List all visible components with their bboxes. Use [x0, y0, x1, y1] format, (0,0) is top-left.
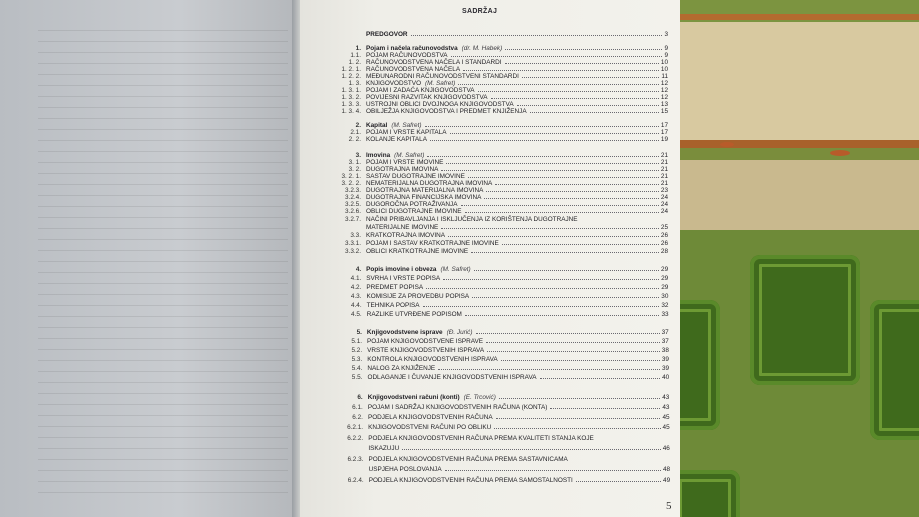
toc-entry-page: 33 — [661, 311, 669, 318]
toc-leader-dots — [461, 205, 659, 206]
toc-leader-dots — [495, 184, 659, 185]
toc-entry-page: 25 — [660, 224, 668, 231]
tablecloth-background — [680, 0, 919, 517]
toc-leader-dots — [499, 398, 660, 399]
toc-entry-page: 10 — [660, 59, 668, 66]
toc-leader-dots — [402, 449, 661, 450]
toc-entry-page: 37 — [661, 338, 669, 345]
toc-entry — [327, 455, 670, 464]
toc-leader-dots — [522, 77, 659, 78]
toc-entry — [326, 364, 669, 373]
toc-leader-dots — [423, 306, 660, 307]
toc-entry-number: 1. 3. 1. — [341, 87, 361, 94]
toc-leader-dots — [430, 140, 659, 141]
toc-entry — [327, 403, 670, 412]
toc-entry-number: 1.1. — [350, 52, 361, 59]
toc-entry-page: 9 — [664, 45, 668, 52]
toc-leader-dots — [505, 49, 662, 50]
toc-entry-number: 3.2.3. — [345, 187, 361, 194]
toc-entry — [325, 107, 668, 116]
toc-entry-page: 29 — [661, 284, 669, 291]
toc-entry-title: KONTROLA KNJIGOVODSTVENIH ISPRAVA — [367, 356, 498, 363]
toc-entry-title: DUGOTRAJNA MATERIJALNA IMOVINA — [366, 187, 484, 194]
toc-entry-number: 5. — [356, 329, 362, 336]
toc-entry-title: TEHNIKA POPISA — [366, 302, 420, 309]
toc-entry — [325, 274, 668, 283]
toc-entry-title: POVIJESNI RAZVITAK KNJIGOVODSTVA — [366, 94, 488, 101]
toc-entry-title: PODJELA KNJIGOVODSTVENIH RAČUNA PREMA SAMOSTALNOSTI — [368, 477, 573, 484]
toc-leader-dots — [491, 98, 659, 99]
toc-leader-dots — [426, 288, 659, 289]
toc-entry-number: 5.2. — [351, 347, 363, 354]
toc-entry-title: POJAM KNJIGOVODSTVENE ISPRAVE — [367, 338, 484, 345]
toc-leader-dots — [443, 279, 659, 280]
toc-entry-title: POJAM I VRSTE IMOVINE — [366, 159, 444, 166]
toc-entry-number: 3.2.6. — [345, 208, 361, 215]
toc-entry-page: 43 — [662, 404, 670, 411]
toc-entry-title: VRSTE KNJIGOVODSTVENIH ISPRAVA — [367, 347, 485, 354]
toc-entry-title: USPJEHA POSLOVANJA — [368, 466, 442, 473]
toc-entry-number: 4.3. — [350, 293, 362, 300]
toc-entry-title: PODJELA KNJIGOVODSTVENIH RAČUNA — [367, 414, 493, 421]
toc-leader-dots — [472, 297, 659, 298]
toc-entry — [325, 247, 668, 256]
toc-leader-dots — [486, 191, 658, 192]
toc-entry-page: 21 — [660, 173, 668, 180]
toc-entry-title: POJAM I SASTAV KRATKOTRAJNE IMOVINE — [366, 240, 499, 247]
toc-leader-dots — [576, 481, 661, 482]
toc-leader-dots — [530, 112, 659, 113]
toc-entry-title: PREDGOVOR — [366, 31, 408, 38]
left-page — [0, 0, 300, 517]
toc-entry-page: 13 — [660, 101, 668, 108]
toc-entry-page: 12 — [660, 94, 668, 101]
toc-entry — [325, 283, 668, 292]
toc-entry-author: (E. Trcović) — [463, 394, 496, 401]
toc-entry — [327, 434, 670, 443]
toc-entry-number: 2. 2. — [348, 136, 361, 143]
toc-entry — [326, 301, 669, 310]
toc-entry-title: SVRHA I VRSTE POPISA — [366, 275, 441, 282]
toc-entry — [326, 292, 669, 301]
toc-entry-number: 3.3.2. — [345, 248, 361, 255]
toc-entry — [325, 265, 668, 274]
toc-entry-page: 30 — [661, 293, 669, 300]
toc-entry-title: NAČINI PRIBAVLJANJA I ISKLJUČENJA IZ KORIŠTENJA DUGOTRAJNE — [366, 216, 578, 223]
toc-entry-number: 5.4. — [351, 365, 363, 372]
toc-leader-dots — [468, 177, 659, 178]
toc-entry-number: 4.1. — [350, 275, 362, 282]
toc-entry — [328, 465, 670, 474]
toc-entry-title: RAZLIKE UTVRĐENE POPISOM — [366, 311, 462, 318]
toc-entry-number: 3.2.5. — [345, 201, 361, 208]
toc-entry-number: 6.2. — [352, 414, 363, 421]
toc-entry-title: PODJELA KNJIGOVODSTVENIH RAČUNA PREMA SASTAVNICAMA — [368, 456, 568, 463]
toc-entry-title: PREDMET POPISA — [366, 284, 424, 291]
toc-entry-title: KOMISIJE ZA PROVEDBU POPISA — [366, 293, 470, 300]
toc-entry-page: 46 — [662, 445, 670, 452]
toc-entry-author: (M. Safret) — [394, 152, 425, 159]
toc-entry — [326, 346, 669, 355]
toc-entry-number: 6.1. — [352, 404, 363, 411]
toc-entry-title: Imovina — [366, 152, 391, 159]
toc-entry-title: DUGOROČNA POTRAŽIVANJA — [366, 201, 458, 208]
toc-entry-author: (M. Safret) — [425, 80, 456, 87]
toc-entry-page: 29 — [661, 266, 669, 273]
toc-entry-title: KRATKOTRAJNA IMOVINA — [366, 232, 446, 239]
toc-entry-title: Knjigovodstvene isprave — [366, 329, 443, 336]
toc-entry — [326, 337, 669, 346]
toc-entry-number: 6.2.4. — [347, 477, 364, 484]
toc-entry-page: 12 — [660, 80, 668, 87]
toc-leader-dots — [465, 315, 660, 316]
toc-entry-number: 6.2.3. — [347, 456, 364, 463]
toc-entry-title: RAČUNOVODSTVENA NAČELA I STANDARDI — [366, 59, 502, 66]
toc-leader-dots — [438, 369, 660, 370]
toc-entry — [325, 30, 668, 39]
toc-entry-number: 1. 2. 2. — [341, 73, 361, 80]
toc-entry-page: 28 — [660, 248, 668, 255]
toc-entry-page: 37 — [661, 329, 669, 336]
toc-entry-title: USTROJNI OBLICI DVOJNOGA KNJIGOVODSTVA — [366, 101, 514, 108]
toc-leader-dots — [494, 428, 660, 429]
toc-entry-number: 5.5. — [351, 374, 363, 381]
toc-leader-dots — [463, 70, 659, 71]
toc-leader-dots — [474, 270, 659, 271]
toc-leader-dots — [458, 84, 659, 85]
toc-entry-page: 45 — [662, 414, 670, 421]
toc-leader-dots — [487, 351, 660, 352]
toc-entry-number: 2.1. — [350, 129, 361, 136]
toc-entry-number: 5.3. — [351, 356, 363, 363]
toc-entry-author: (dr. M. Habek) — [461, 45, 503, 52]
toc-entry-number: 3. 2. 2. — [341, 180, 361, 187]
toc-entry-title: RAČUNOVODSTVENA NAČELA — [366, 66, 461, 73]
toc-leader-dots — [550, 408, 660, 409]
toc-entry-page: 49 — [663, 477, 671, 484]
toc-entry-author: (M. Safret) — [391, 122, 422, 129]
toc-entry-number: 3.2.7. — [345, 216, 361, 223]
toc-entry-number: 1. 3. 3. — [341, 101, 361, 108]
toc-entry-number: 3. — [355, 152, 361, 159]
toc-entry-title: SASTAV DUGOTRAJNE IMOVINE — [366, 173, 465, 180]
toc-entry-page: 19 — [660, 136, 668, 143]
toc-entry-number: 6. — [357, 394, 363, 401]
toc-entry-page: 24 — [660, 194, 668, 201]
toc-entry-title: Popis imovine i obveza — [366, 266, 437, 273]
toc-entry-number: 3. 2. — [348, 166, 361, 173]
toc-entry-title: Knjigovodstveni računi (konti) — [367, 394, 460, 401]
toc-entry-title: ODLAGANJE I ČUVANJE KNJIGOVODSTVENIH ISPRAVA — [367, 374, 537, 381]
toc-entry — [326, 328, 669, 337]
toc-leader-dots — [411, 35, 663, 36]
toc-leader-dots — [446, 163, 658, 164]
toc-entry-number: 1. 3. 4. — [341, 108, 361, 115]
toc-leader-dots — [451, 56, 663, 57]
toc-entry-page: 38 — [661, 347, 669, 354]
toc-entry-page: 23 — [660, 187, 668, 194]
toc-entry-number: 4.4. — [350, 302, 362, 309]
toc-entry — [326, 310, 669, 319]
toc-heading: SADRŽAJ — [462, 8, 498, 15]
toc-entry-page: 40 — [662, 374, 670, 381]
toc-entry-title: MATERIJALNE IMOVINE — [366, 224, 439, 231]
toc-entry-page: 21 — [660, 152, 668, 159]
toc-entry-number: 4.5. — [351, 311, 362, 318]
toc-entry-page: 26 — [660, 232, 668, 239]
toc-entry-page: 32 — [661, 302, 669, 309]
toc-entry-number: 4.2. — [350, 284, 362, 291]
toc-leader-dots — [505, 63, 659, 64]
toc-entry-title: Pojam i načela računovodstva — [366, 45, 458, 52]
toc-leader-dots — [517, 105, 659, 106]
toc-entry-page: 21 — [660, 159, 668, 166]
toc-entry-title: DUGOTRAJNA IMOVINA — [366, 166, 439, 173]
toc-leader-dots — [501, 360, 660, 361]
toc-entry-title: PODJELA KNJIGOVODSTVENIH RAČUNA PREMA KVALITETI STANJA KOJE — [368, 435, 594, 442]
toc-entry-title: NALOG ZA KNJIŽENJE — [367, 365, 436, 372]
toc-entry-page: 24 — [660, 208, 668, 215]
toc-leader-dots — [465, 212, 659, 213]
toc-entry-title: POJAM I ZADAĆA KNJIGOVODSTVA — [366, 87, 475, 94]
toc-entry-number: 1. 3. 2. — [341, 94, 361, 101]
toc-entry-title: KNJIGOVODSTVENI RAČUNI PO OBLIKU — [368, 424, 492, 431]
toc-entry-number: 3.2.4. — [345, 194, 361, 201]
toc-entry-author: (M. Safret) — [440, 266, 471, 273]
toc-entry-page: 24 — [660, 201, 668, 208]
toc-leader-dots — [441, 228, 659, 229]
toc-entry-number: 1. 2. 1. — [341, 66, 361, 73]
toc-entry-page: 12 — [660, 87, 668, 94]
toc-entry-page: 21 — [660, 180, 668, 187]
toc-entry-page: 17 — [660, 129, 668, 136]
toc-entry-number: 1. — [355, 45, 361, 52]
toc-entry-page: 21 — [660, 166, 668, 173]
toc-leader-dots — [476, 333, 660, 334]
toc-entry-number: 1. 3. — [348, 80, 361, 87]
toc-entry-title: DUGOTRAJNA FINANCIJSKA IMOVINA — [366, 194, 482, 201]
toc-entry-number: 6.2.2. — [347, 435, 364, 442]
toc-leader-dots — [484, 198, 658, 199]
page-number: 5 — [666, 500, 672, 512]
toc-entry-title: MEĐUNARODNI RAČUNOVODSTVENI STANDARDI — [366, 73, 519, 80]
left-page-bleed-through — [38, 30, 288, 500]
toc-entry-number: 6.2.1. — [347, 424, 364, 431]
toc-entry-title: KNJIGOVODSTVO — [366, 80, 422, 87]
toc-entry-page: 3 — [664, 31, 668, 38]
toc-leader-dots — [540, 378, 661, 379]
toc-leader-dots — [448, 236, 659, 237]
toc-entry-number: 2. — [355, 122, 361, 129]
toc-entry-page: 43 — [662, 394, 670, 401]
toc-entry-title: ISKAZUJU — [368, 445, 400, 452]
toc-entry-page: 11 — [661, 73, 668, 80]
toc-entry-title: POJAM RAČUNOVODSTVA — [366, 52, 448, 59]
toc-leader-dots — [478, 91, 659, 92]
toc-leader-dots — [486, 342, 660, 343]
toc-leader-dots — [445, 470, 661, 471]
toc-entry-author: (Đ. Jurić) — [446, 329, 473, 336]
toc-entry-title: KOLANJE KAPITALA — [366, 136, 427, 143]
toc-entry-title: POJAM I VRSTE KAPITALA — [366, 129, 447, 136]
toc-entry-title: OBLICI DUGOTRAJNE IMOVINE — [366, 208, 462, 215]
toc-leader-dots — [425, 126, 659, 127]
toc-entry — [327, 393, 670, 402]
toc-entry-number: 3.3. — [350, 232, 361, 239]
toc-entry-page: 17 — [660, 122, 668, 129]
toc-entry-number: 1. 2. — [348, 59, 361, 66]
toc-entry — [328, 476, 670, 485]
toc-entry-page: 39 — [661, 365, 670, 372]
toc-leader-dots — [450, 133, 659, 134]
toc-entry — [326, 373, 669, 382]
toc-entry-title: NEMATERIJALNA DUGOTRAJNA IMOVINA — [366, 180, 493, 187]
toc-entry-number: 5.1. — [351, 338, 363, 345]
toc-leader-dots — [496, 418, 661, 419]
toc-entry — [325, 135, 668, 144]
toc-entry-page: 10 — [660, 66, 668, 73]
toc-entry-title: POJAM I SADRŽAJ KNJIGOVODSTVENIH RAČUNA (KONTA) — [367, 404, 548, 411]
toc-entry-page: 39 — [661, 356, 669, 363]
toc-entry-number: 3.3.1. — [345, 240, 361, 247]
toc-leader-dots — [441, 170, 658, 171]
toc-entry-title: Kapital — [366, 122, 388, 129]
toc-leader-dots — [502, 244, 659, 245]
toc-entry-title: OBLICI KRATKOTRAJNE IMOVINE — [366, 248, 469, 255]
toc-entry-page: 48 — [662, 466, 671, 473]
toc-entry — [327, 423, 670, 432]
toc-entry-title: OBILJEŽJA KNJIGOVODSTVA I PREDMET KNJIŽENJA — [366, 108, 527, 115]
toc-entry-number: 4. — [355, 266, 362, 273]
toc-entry — [327, 413, 670, 422]
toc-entry-page: 9 — [664, 52, 668, 59]
toc-entry-page: 26 — [660, 240, 668, 247]
toc-entry-number: 3. 2. 1. — [341, 173, 361, 180]
toc-entry-page: 15 — [660, 108, 668, 115]
toc-entry — [327, 444, 670, 453]
toc-leader-dots — [427, 156, 659, 157]
toc-entry — [326, 355, 669, 364]
toc-entry-page: 45 — [662, 424, 670, 431]
toc-entry-number: 3. 1. — [348, 159, 361, 166]
toc-entry-page: 29 — [661, 275, 669, 282]
toc-leader-dots — [471, 252, 659, 253]
